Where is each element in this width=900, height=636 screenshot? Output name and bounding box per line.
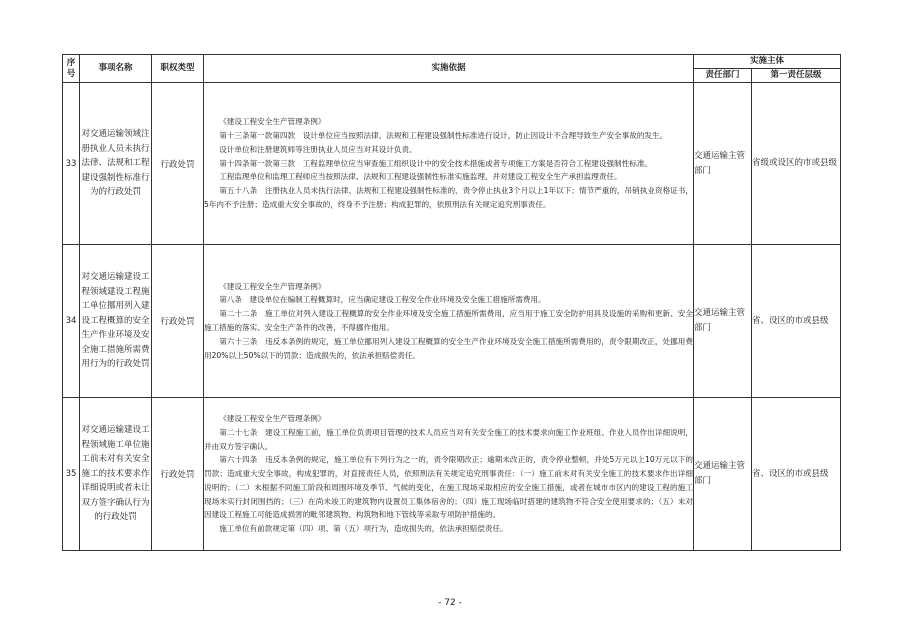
basis-paragraph: 施工单位有前款规定第（四）项、第（五）项行为，造成损失的，依法承担赔偿责任。 — [219, 524, 508, 534]
authority-type: 行政处罚 — [152, 398, 204, 551]
page-number: - 72 - — [438, 598, 462, 608]
responsible-dept: 交通运输主管部门 — [694, 398, 752, 551]
responsible-dept: 交通运输主管部门 — [694, 83, 752, 245]
basis-paragraph: 《建设工程安全生产管理条例》 — [219, 117, 326, 127]
row-number: 34 — [63, 245, 80, 398]
header-basis: 实施依据 — [204, 55, 694, 83]
basis-paragraph: 《建设工程安全生产管理条例》 — [219, 281, 326, 291]
responsible-dept: 交通运输主管部门 — [694, 245, 752, 398]
basis-paragraph: 第五十八条 注册执业人员未执行法律、法规和工程建设强制性标准的，责令停止执业3个月以上1年以下；情节严重的，吊销执业资格证书，5年内不予注册；造成重大安全事故的，终身不予注册；构成犯罪的，依照刑法有关规定追究刑事责任。 — [204, 186, 693, 209]
table-row — [63, 83, 841, 245]
legal-basis — [204, 83, 694, 245]
basis-paragraph: 第二十七条 建设工程施工前，施工单位负责项目管理的技术人员应当对有关安全施工的技术要求向施工作业班组、作业人员作出详细说明，并由双方签字确认。 — [204, 427, 693, 451]
item-name: 对交通运输领域注册执业人员未执行法律、法规和工程建设强制性标准行为的行政处罚 — [80, 83, 152, 245]
responsibility-level: 省级或设区的市或县级 — [752, 83, 841, 245]
header-dept: 责任部门 — [694, 69, 752, 83]
item-name: 对交通运输建设工程领域建设工程施工单位挪用列入建设工程概算的安全生产作业环境及安全施工措施所需费用行为的行政处罚 — [80, 245, 152, 398]
header-subject: 实施主体 — [694, 55, 841, 69]
header-type: 职权类型 — [152, 55, 204, 83]
row-number: 35 — [63, 398, 80, 551]
responsibility-level: 省、设区的市或县级 — [752, 398, 841, 551]
basis-paragraph: 第六十四条 违反本条例的规定，施工单位有下列行为之一的，责令限期改正；逾期未改正的，责令停业整顿，并处5万元以上10万元以下的罚款；造成重大安全事故，构成犯罪的，对直接责任人员，依照刑法有关规定追究刑事责任：（一）施工前未对有关安全施工的技术要求作出详细说明的；（二）未根据不同施工阶段和周围环境及季节、气候的变化，在施工现场采取相应的安全施工措施，或者在城市市区内的建设工程的施工现场未实行封闭围挡的；（三）在尚未竣工的建筑物内设置员工集体宿舍的；（四）施工现场临时搭建的建筑物不符合安全使用要求的；（五）未对因建设工程施工可能造成损害的毗邻建筑物、构筑物和地下管线等采取专项防护措施的。 — [204, 455, 693, 520]
item-name: 对交通运输建设工程领域施工单位施工前未对有关安全施工的技术要求作详细说明或者未让双方签字确认行为的行政处罚 — [80, 398, 152, 551]
authority-type: 行政处罚 — [152, 245, 204, 398]
legal-basis — [204, 398, 694, 551]
responsibility-level: 省、设区的市或县级 — [752, 245, 841, 398]
basis-paragraph: 第十四条第一款第三款 工程监理单位应当审查施工组织设计中的安全技术措施或者专项施工方案是否符合工程建设强制性标准。 — [219, 158, 653, 168]
basis-paragraph: 第十三条第一款第四款 设计单位应当按照法律、法规和工程建设强制性标准进行设计，防止因设计不合理导致生产安全事故的发生。 — [219, 131, 668, 140]
enforcement-table — [62, 54, 841, 551]
header-no: 序号 — [63, 55, 80, 83]
table-row — [63, 245, 841, 398]
authority-type: 行政处罚 — [152, 83, 204, 245]
basis-paragraph: 设计单位和注册建筑师等注册执业人员应当对其设计负责。 — [219, 144, 417, 154]
basis-paragraph: 《建设工程安全生产管理条例》 — [219, 413, 326, 423]
basis-paragraph: 第二十二条 施工单位对列入建设工程概算的安全作业环境及安全施工措施所需费用，应当用于施工安全防护用具及设施的采购和更新、安全施工措施的落实、安全生产条件的改善，不得挪作他用。 — [204, 309, 693, 332]
legal-basis — [204, 245, 694, 398]
basis-paragraph: 工程监理单位和监理工程师应当按照法律、法规和工程建设强制性标准实施监理，并对建设工程安全生产承担监理责任。 — [219, 172, 622, 182]
header-level: 第一责任层级 — [752, 69, 841, 83]
row-number: 33 — [63, 83, 80, 245]
basis-paragraph: 第八条 建设单位在编制工程概算时，应当确定建设工程安全作业环境及安全施工措施所需费用。 — [219, 295, 546, 305]
table-row — [63, 398, 841, 551]
header-name: 事项名称 — [80, 55, 152, 83]
basis-paragraph: 第六十三条 违反本条例的规定，施工单位挪用列入建设工程概算的安全生产作业环境及安全施工措施所需费用的，责令限期改正，处挪用费用20%以上50%以下的罚款；造成损失的，依法承担赔偿责任。 — [204, 336, 693, 360]
